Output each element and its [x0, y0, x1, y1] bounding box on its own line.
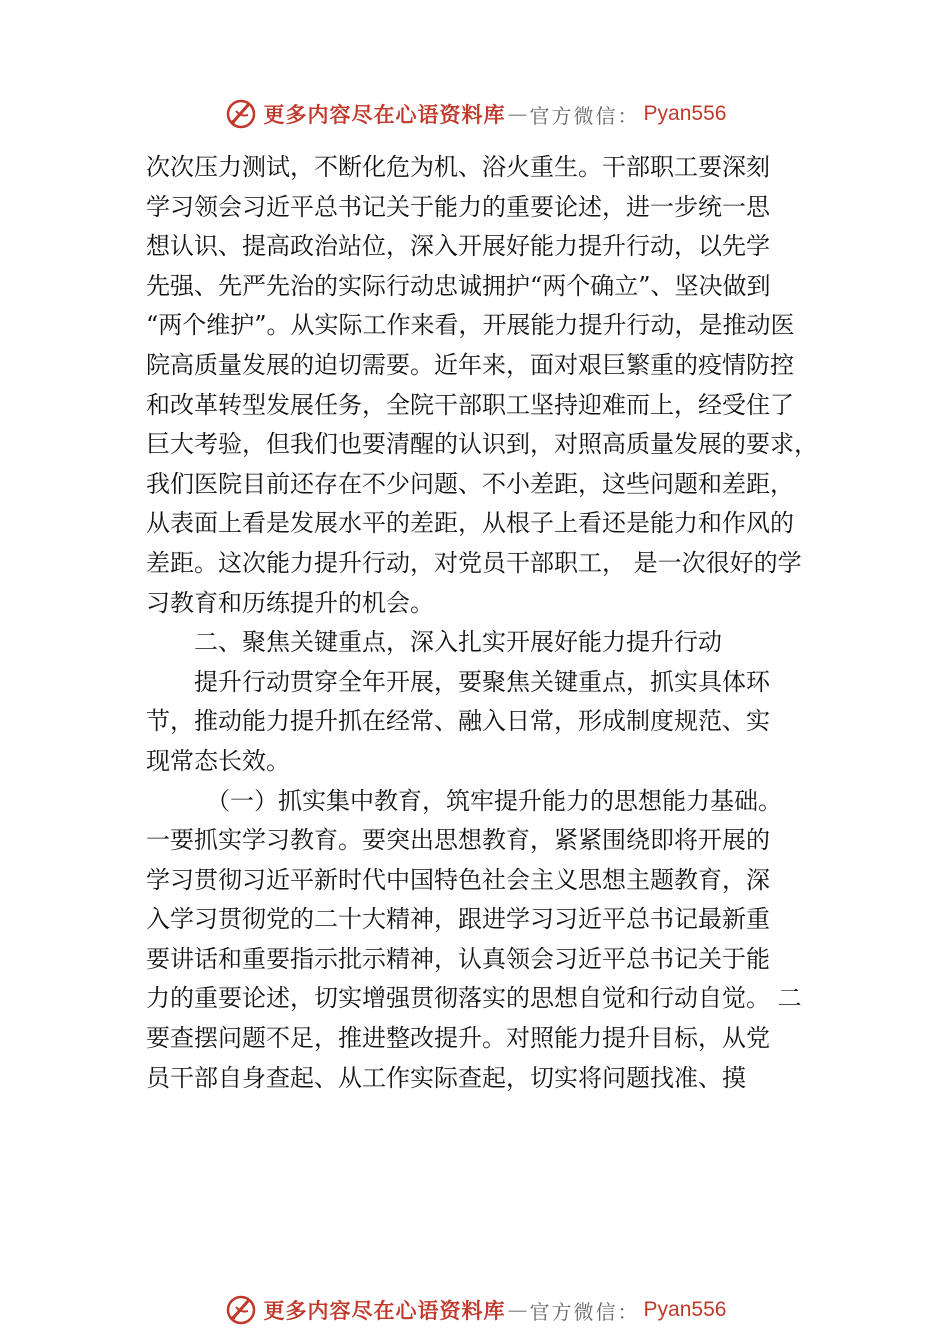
text-line: 差距。这次能力提升行动，对党员干部职工， 是一次很好的学 [146, 548, 802, 577]
text-line: 一要抓实学习教育。要突出思想教育，紧紧围绕即将开展的 [146, 826, 770, 855]
header-banner [0, 94, 950, 134]
banner-wechat-label: 官方微信： [529, 103, 640, 128]
footer-banner [0, 1290, 950, 1330]
xinyu-logo-icon [224, 1293, 258, 1327]
text-line: 要讲话和重要指示批示精神，认真领会习近平总书记关于能 [146, 944, 770, 973]
text-line: 和改革转型发展任务，全院干部职工坚持迎难而上，经受住了 [146, 390, 794, 419]
banner-text: 更多内容尽在心语资料库 [263, 102, 506, 127]
banner-dash: — [507, 1298, 528, 1322]
text-line: 院高质量发展的迫切需要。近年来，面对艰巨繁重的疫情防控 [146, 350, 794, 379]
text-line: 学习贯彻习近平新时代中国特色社会主义思想主题教育，深 [146, 865, 770, 894]
text-line: 现常态长效。 [146, 746, 290, 775]
banner-wechat-id: Pyan556 [643, 1298, 727, 1321]
xinyu-logo-icon [224, 97, 258, 131]
banner-wechat-label: 官方微信： [529, 1299, 640, 1324]
text-line: 先强、先严先治的实际行动忠诚拥护“两个确立”、坚决做到 [146, 271, 771, 300]
banner-text: 更多内容尽在心语资料库 [263, 1298, 506, 1323]
text-line: 巨大考验，但我们也要清醒的认识到，对照高质量发展的要求， [146, 430, 818, 459]
text-line: 提升行动贯穿全年开展，要聚焦关键重点，抓实具体环 [194, 667, 770, 696]
banner-dash: — [507, 102, 528, 126]
text-line: 想认识、提高政治站位，深入开展好能力提升行动，以先学 [146, 232, 770, 261]
text-line: 次次压力测试，不断化危为机、浴火重生。干部职工要深刻 [146, 153, 770, 181]
text-line: 从表面上看是发展水平的差距，从根子上看还是能力和作风的 [146, 509, 794, 538]
text-line: 要查摆问题不足，推进整改提升。对照能力提升目标，从党 [146, 1024, 770, 1053]
text-line: “两个维护”。从实际工作来看，开展能力提升行动，是推动医 [146, 311, 795, 340]
text-line: 习教育和历练提升的机会。 [146, 588, 434, 617]
text-line: 入学习贯彻党的二十大精神，跟进学习习近平总书记最新重 [146, 905, 770, 934]
text-line: 节，推动能力提升抓在经常、融入日常，形成制度规范、实 [146, 707, 770, 736]
text-line: 力的重要论述，切实增强贯彻落实的思想自觉和行动自觉。 二 [146, 984, 802, 1013]
document-body [146, 148, 830, 1098]
text-line: 员干部自身查起、从工作实际查起，切实将问题找准、摸 [146, 1063, 746, 1092]
text-line: （一）抓实集中教育，筑牢提升能力的思想能力基础。 [206, 786, 782, 815]
text-line: 学习领会习近平总书记关于能力的重要论述，进一步统一思 [146, 192, 770, 221]
text-line: 二、聚焦关键重点，深入扎实开展好能力提升行动 [194, 628, 722, 657]
text-line: 我们医院目前还存在不少问题、不小差距，这些问题和差距， [146, 469, 794, 498]
banner-wechat-id: Pyan556 [643, 102, 727, 125]
